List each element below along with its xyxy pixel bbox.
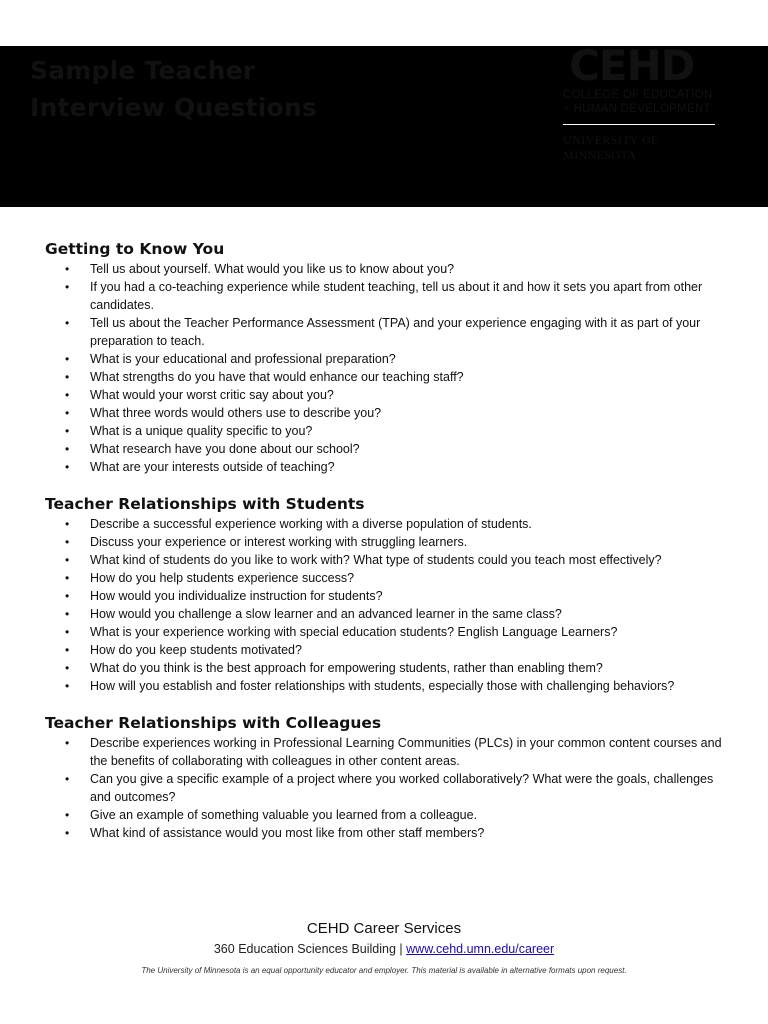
question-item: • Describe experiences working in Professional Learning Communities (PLCs) in your common content courses and the benefits of collaborating with colleagues in other content areas. [45, 734, 735, 770]
question-item: • What are your interests outside of teaching? [45, 458, 735, 476]
section-title: Teacher Relationships with Colleagues [45, 714, 382, 732]
logo-college-line: COLLEGE OF EDUCATION [563, 89, 713, 101]
logo-divider [563, 124, 715, 125]
question-item: • How do you help students experience success? [45, 569, 735, 587]
question-item: • How would you individualize instruction for students? [45, 587, 735, 605]
question-item: • How do you keep students motivated? [45, 641, 735, 659]
footer [0, 918, 768, 975]
footer-address: 360 Education Sciences Building | [213, 942, 403, 956]
cehd-logo [563, 41, 723, 163]
question-item: • Give an example of something valuable you learned from a colleague. [45, 806, 735, 824]
logo-development-line: + HUMAN DEVELOPMENT [563, 103, 711, 115]
logo-university: UNIVERSITY OF MINNESOTA [563, 133, 659, 162]
career-website-link[interactable]: www.cehd.umn.edu/career [406, 942, 555, 956]
question-item: • What strengths do you have that would enhance our teaching staff? [45, 368, 735, 386]
question-item: • What is a unique quality specific to you? [45, 422, 735, 440]
section-relationships-colleagues [45, 712, 735, 842]
logo-mark: CEHD [569, 41, 695, 90]
question-list [45, 515, 735, 695]
question-item: • What is your experience working with special education students? English Language Learners? [45, 623, 735, 641]
questions-content [45, 238, 735, 842]
question-item: • Can you give a specific example of a project where you worked collaboratively? What were the goals, challenges and outcomes? [45, 770, 735, 806]
title-line-2: Interview Questions [30, 93, 318, 122]
question-item: • What three words would others use to describe you? [45, 404, 735, 422]
question-item: • How will you establish and foster relationships with students, especially those with challenging behaviors? [45, 677, 735, 695]
page-title [30, 52, 317, 126]
question-item: • Discuss your experience or interest working with struggling learners. [45, 533, 735, 551]
footer-title: CEHD Career Services [306, 920, 462, 937]
title-line-1: Sample Teacher [30, 56, 256, 85]
section-title: Getting to Know You [45, 240, 225, 258]
question-item: • What is your educational and professional preparation? [45, 350, 735, 368]
section-getting-to-know-you [45, 238, 735, 476]
question-item: • How would you challenge a slow learner and an advanced learner in the same class? [45, 605, 735, 623]
question-list [45, 260, 735, 476]
footer-address-line [0, 940, 768, 958]
question-item: • What would your worst critic say about you? [45, 386, 735, 404]
question-item: • What kind of students do you like to work with? What type of students could you teach most effectively? [45, 551, 735, 569]
question-item: • Tell us about the Teacher Performance Assessment (TPA) and your experience engaging with it as part of your preparation to teach. [45, 314, 735, 350]
question-list [45, 734, 735, 842]
section-title: Teacher Relationships with Students [45, 495, 365, 513]
question-item: • What research have you done about our school? [45, 440, 735, 458]
section-relationships-students [45, 493, 735, 695]
footer-disclaimer: The University of Minnesota is an equal opportunity educator and employer. This material is available in alternative formats upon request. [141, 966, 627, 975]
question-item: • Describe a successful experience working with a diverse population of students. [45, 515, 735, 533]
question-item: • What kind of assistance would you most like from other staff members? [45, 824, 735, 842]
question-item: • If you had a co-teaching experience while student teaching, tell us about it and how it sets you apart from other candidates. [45, 278, 735, 314]
question-item: • What do you think is the best approach for empowering students, rather than enabling them? [45, 659, 735, 677]
question-item: • Tell us about yourself. What would you like us to know about you? [45, 260, 735, 278]
